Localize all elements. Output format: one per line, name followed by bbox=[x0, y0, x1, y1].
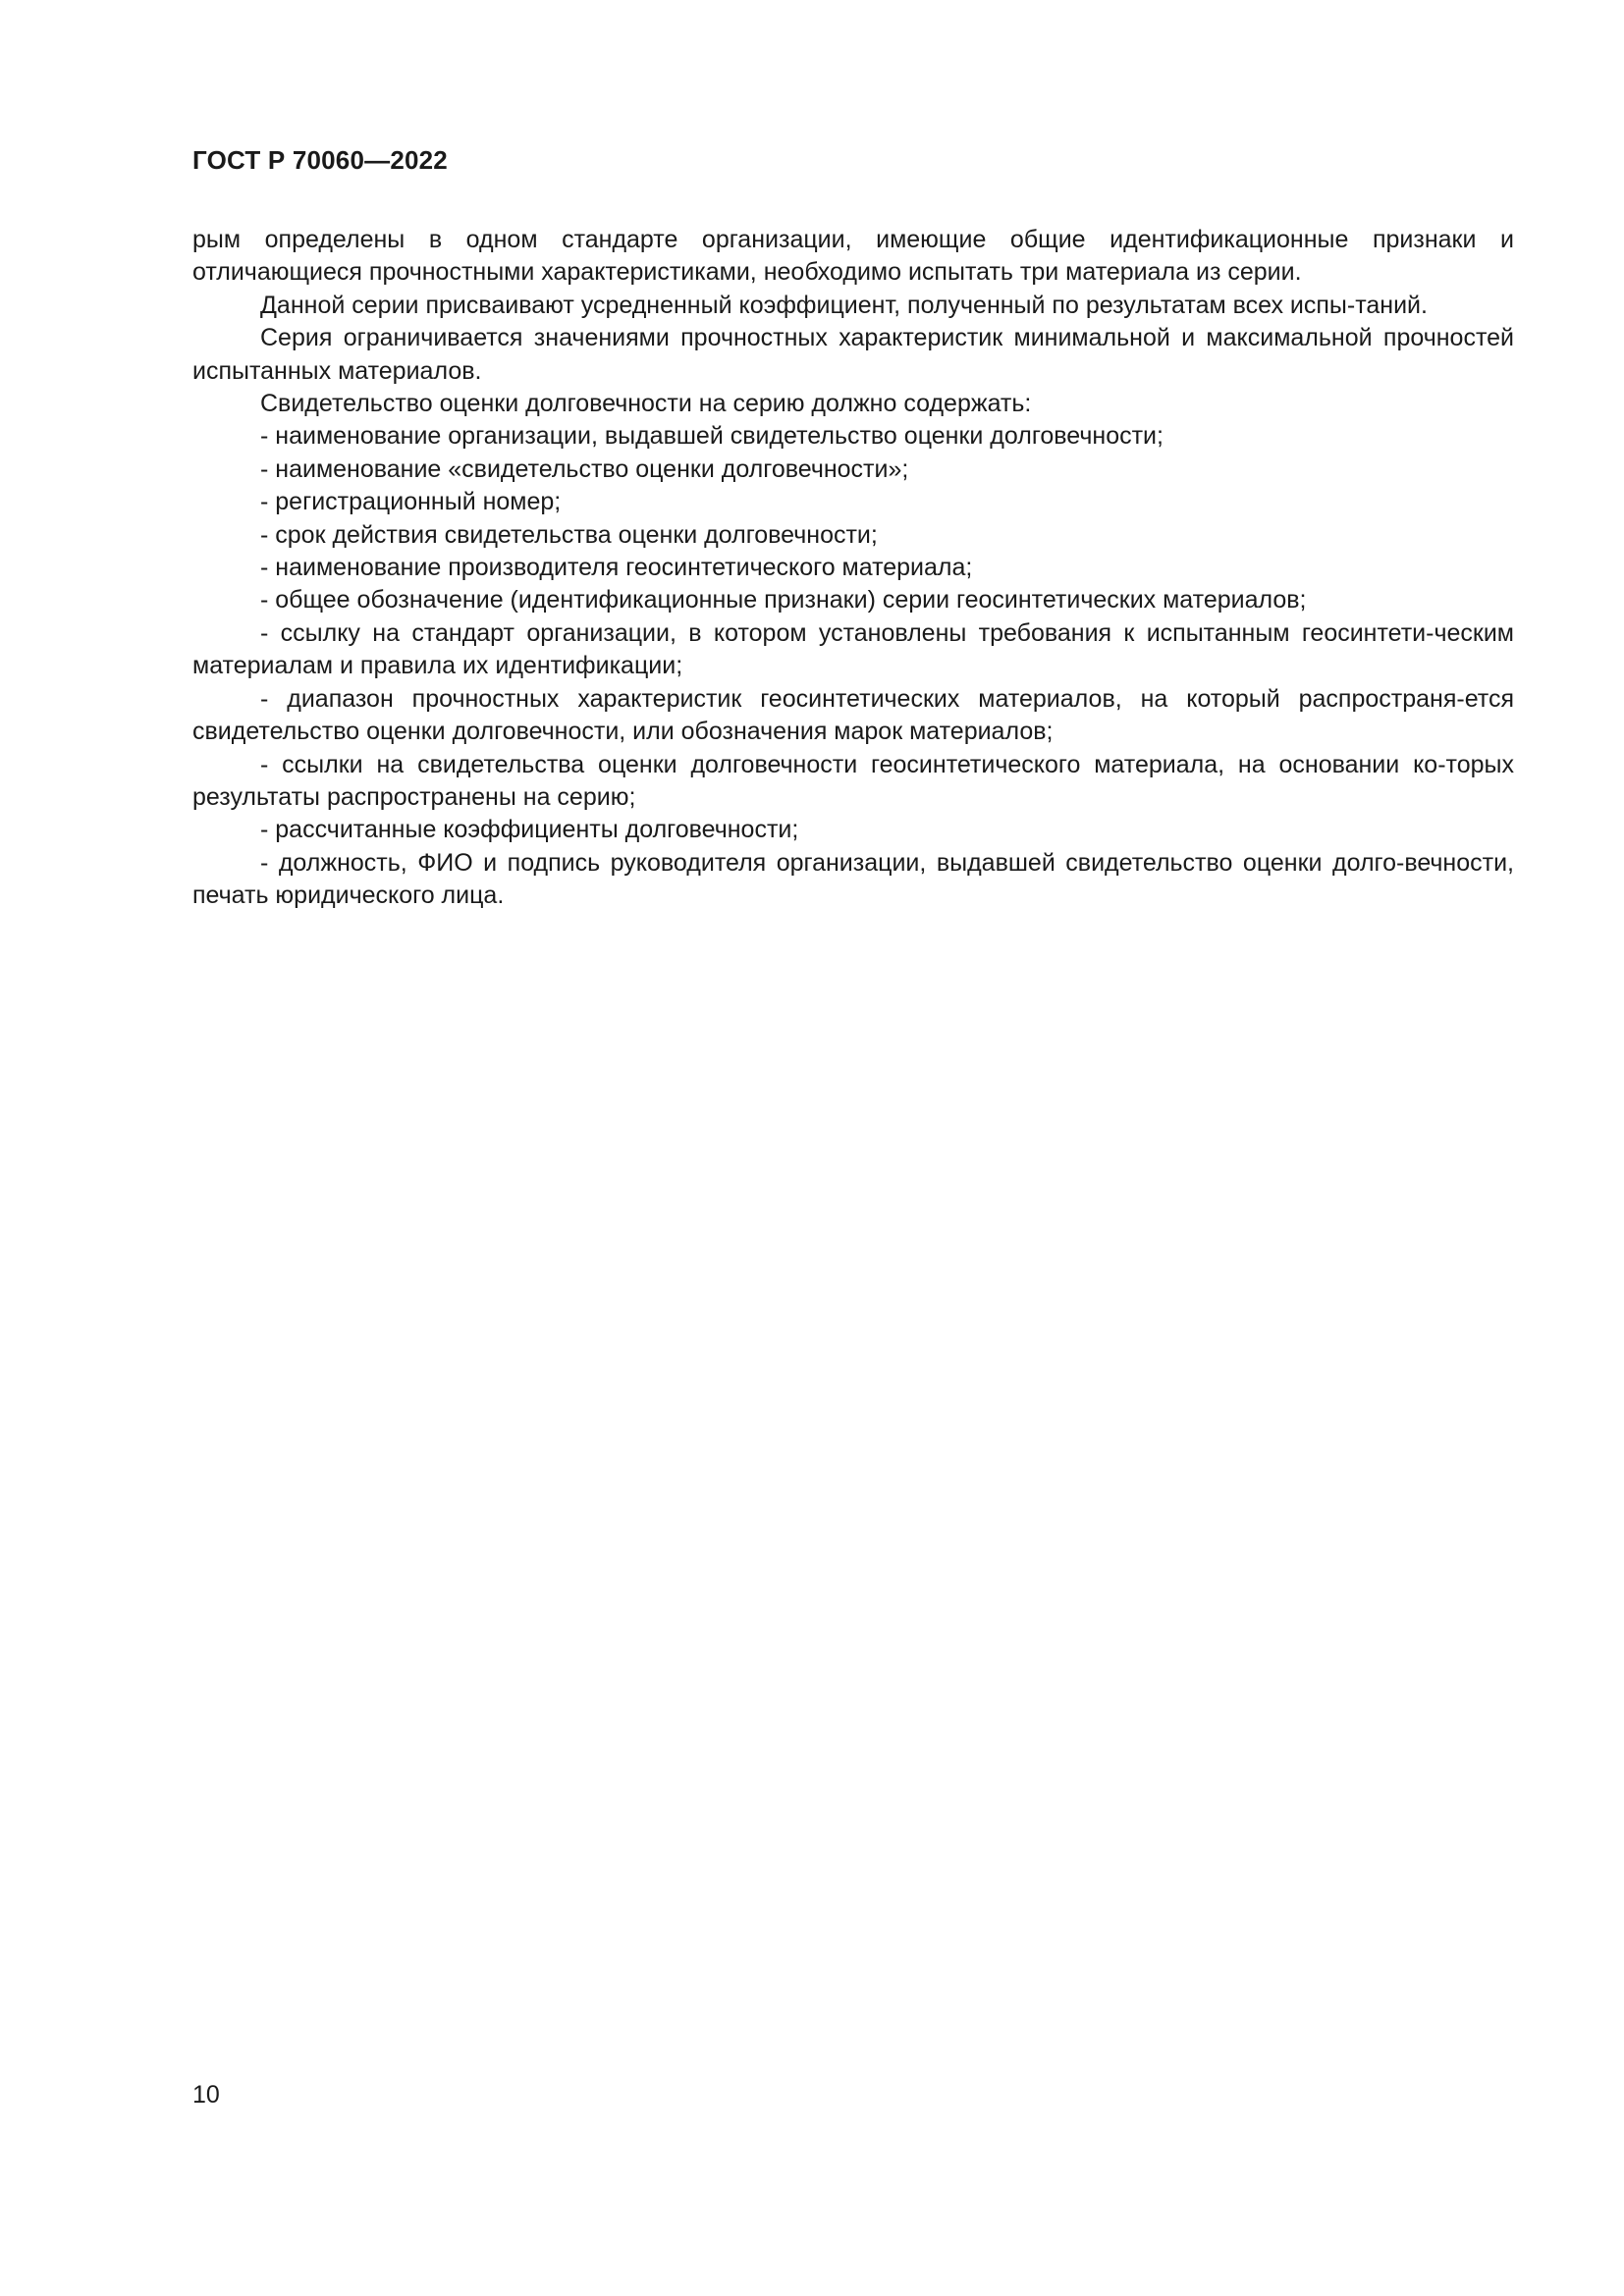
list-item: - наименование «свидетельство оценки долговечности»; bbox=[260, 454, 909, 483]
list-item: - регистрационный номер; bbox=[260, 488, 562, 516]
paragraph: Серия ограничивается значениями прочностных характеристик минимальной и максимальной прочностей испытанных материалов. bbox=[192, 324, 1514, 385]
list-item: - срок действия свидетельства оценки долговечности; bbox=[260, 520, 878, 549]
list-item: - диапазон прочностных характеристик геосинтетических материалов, на который распространя-ется свидетельство оценки долговечности, или обозначения марок материалов; bbox=[192, 684, 1514, 746]
document-body bbox=[192, 224, 1514, 913]
list-intro: Свидетельство оценки долговечности на серию должно содержать: bbox=[260, 390, 1032, 418]
list-item: - наименование организации, выдавшей свидетельство оценки долговечности; bbox=[260, 422, 1164, 451]
continuation-paragraph: рым определены в одном стандарте организации, имеющие общие идентификационные признаки и отличающиеся прочностными характеристиками, необходимо испытать три материала из серии. bbox=[192, 226, 1514, 287]
list-item: - должность, ФИО и подпись руководителя организации, выдавшей свидетельство оценки долго-вечности, печать юридического лица. bbox=[192, 848, 1514, 910]
list-item: - ссылку на стандарт организации, в котором установлены требования к испытанным геосинтети-ческим материалам и правила их идентификации; bbox=[192, 618, 1514, 680]
document-code: ГОСТ Р 70060—2022 bbox=[192, 145, 448, 175]
list-item: - ссылки на свидетельства оценки долговечности геосинтетического материала, на основании ко-торых результаты распространены на серию; bbox=[192, 750, 1514, 811]
list-item: - общее обозначение (идентификационные признаки) серии геосинтетических материалов; bbox=[260, 586, 1307, 614]
list-item: - рассчитанные коэффициенты долговечности; bbox=[260, 816, 799, 844]
paragraph: Данной серии присваивают усредненный коэффициент, полученный по результатам всех испы-таний. bbox=[260, 291, 1428, 319]
list-item: - наименование производителя геосинтетического материала; bbox=[260, 554, 973, 582]
page-number: 10 bbox=[192, 2081, 220, 2109]
